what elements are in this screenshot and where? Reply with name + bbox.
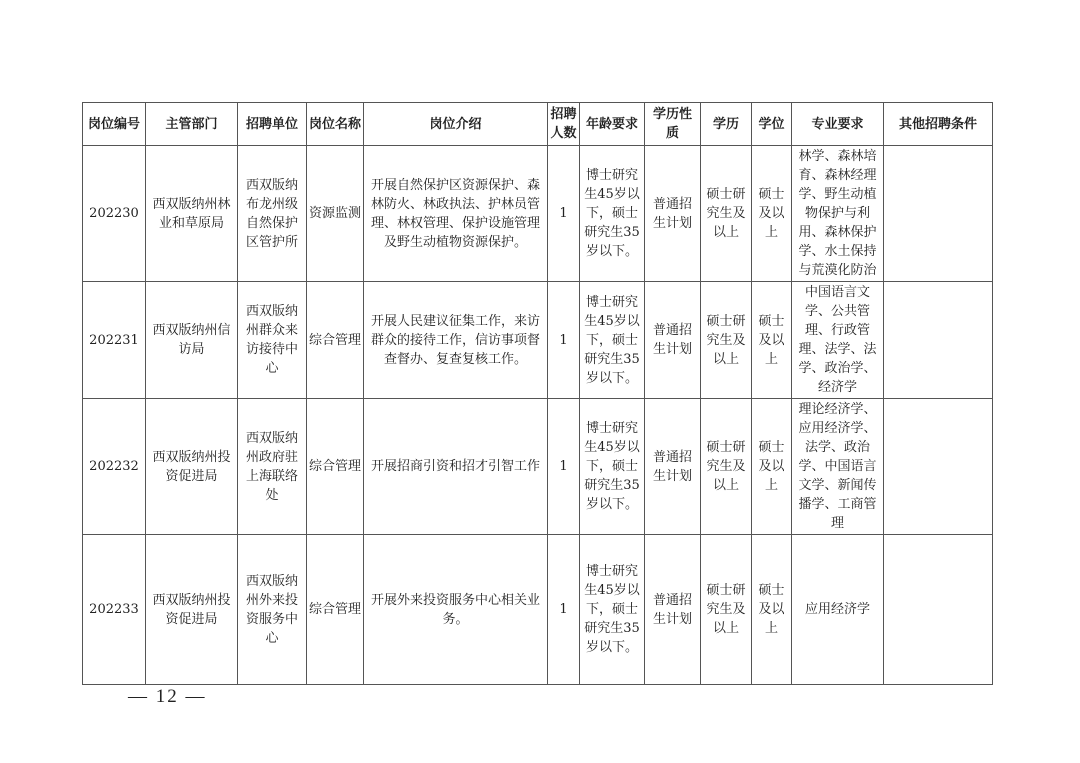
cell-age: 博士研究生45岁以下，硕士研究生35岁以下。 [580,535,645,685]
table-row [83,146,993,282]
cell-intro: 开展外来投资服务中心相关业务。 [364,535,548,685]
cell-title: 资源监测 [307,146,364,282]
header-degree: 学位 [752,103,792,146]
cell-age: 博士研究生45岁以下，硕士研究生35岁以下。 [580,146,645,282]
table-row [83,535,993,685]
cell-other [884,399,993,535]
cell-intro: 开展招商引资和招才引智工作 [364,399,548,535]
cell-department: 西双版纳州投资促进局 [146,535,238,685]
cell-edu: 硕士研究生及以上 [701,282,752,399]
table-row [83,282,993,399]
table-row [83,399,993,535]
cell-degree: 硕士及以上 [752,535,792,685]
header-title: 岗位名称 [307,103,364,146]
header-count: 招聘人数 [548,103,580,146]
header-major: 专业要求 [792,103,884,146]
header-edu: 学历 [701,103,752,146]
cell-degree: 硕士及以上 [752,399,792,535]
cell-major: 中国语言文学、公共管理、行政管理、法学、法学、政治学、经济学 [792,282,884,399]
cell-major: 林学、森林培育、森林经理学、野生动植物保护与利用、森林保护学、水土保持与荒漠化防治 [792,146,884,282]
cell-major: 应用经济学 [792,535,884,685]
header-department: 主管部门 [146,103,238,146]
cell-edu-type: 普通招生计划 [645,399,701,535]
cell-code: 202231 [83,282,146,399]
header-code: 岗位编号 [83,103,146,146]
cell-code: 202232 [83,399,146,535]
cell-other [884,146,993,282]
cell-other [884,282,993,399]
cell-degree: 硕士及以上 [752,282,792,399]
cell-major: 理论经济学、应用经济学、法学、政治学、中国语言文学、新闻传播学、工商管理 [792,399,884,535]
cell-count: 1 [548,399,580,535]
cell-intro: 开展自然保护区资源保护、森林防火、林政执法、护林员管理、林权管理、保护设施管理及野生动植物资源保护。 [364,146,548,282]
cell-edu: 硕士研究生及以上 [701,535,752,685]
table-header-row [83,103,993,146]
cell-age: 博士研究生45岁以下，硕士研究生35岁以下。 [580,399,645,535]
cell-edu-type: 普通招生计划 [645,146,701,282]
cell-age: 博士研究生45岁以下，硕士研究生35岁以下。 [580,282,645,399]
cell-unit: 西双版纳州政府驻上海联络处 [238,399,307,535]
header-edu-type: 学历性质 [645,103,701,146]
cell-title: 综合管理 [307,399,364,535]
header-intro: 岗位介绍 [364,103,548,146]
header-unit: 招聘单位 [238,103,307,146]
cell-count: 1 [548,282,580,399]
cell-department: 西双版纳州投资促进局 [146,399,238,535]
cell-degree: 硕士及以上 [752,146,792,282]
cell-edu: 硕士研究生及以上 [701,399,752,535]
cell-title: 综合管理 [307,282,364,399]
cell-department: 西双版纳州林业和草原局 [146,146,238,282]
cell-edu-type: 普通招生计划 [645,535,701,685]
recruitment-table [82,102,993,685]
cell-intro: 开展人民建议征集工作，来访群众的接待工作，信访事项督查督办、复查复核工作。 [364,282,548,399]
cell-title: 综合管理 [307,535,364,685]
cell-unit: 西双版纳州群众来访接待中心 [238,282,307,399]
cell-department: 西双版纳州信访局 [146,282,238,399]
page-number: — 12 — [128,686,207,707]
cell-unit: 西双版纳布龙州级自然保护区管护所 [238,146,307,282]
cell-count: 1 [548,535,580,685]
header-age: 年龄要求 [580,103,645,146]
cell-code: 202230 [83,146,146,282]
cell-other [884,535,993,685]
cell-edu: 硕士研究生及以上 [701,146,752,282]
header-other: 其他招聘条件 [884,103,993,146]
cell-count: 1 [548,146,580,282]
cell-code: 202233 [83,535,146,685]
cell-unit: 西双版纳州外来投资服务中心 [238,535,307,685]
cell-edu-type: 普通招生计划 [645,282,701,399]
